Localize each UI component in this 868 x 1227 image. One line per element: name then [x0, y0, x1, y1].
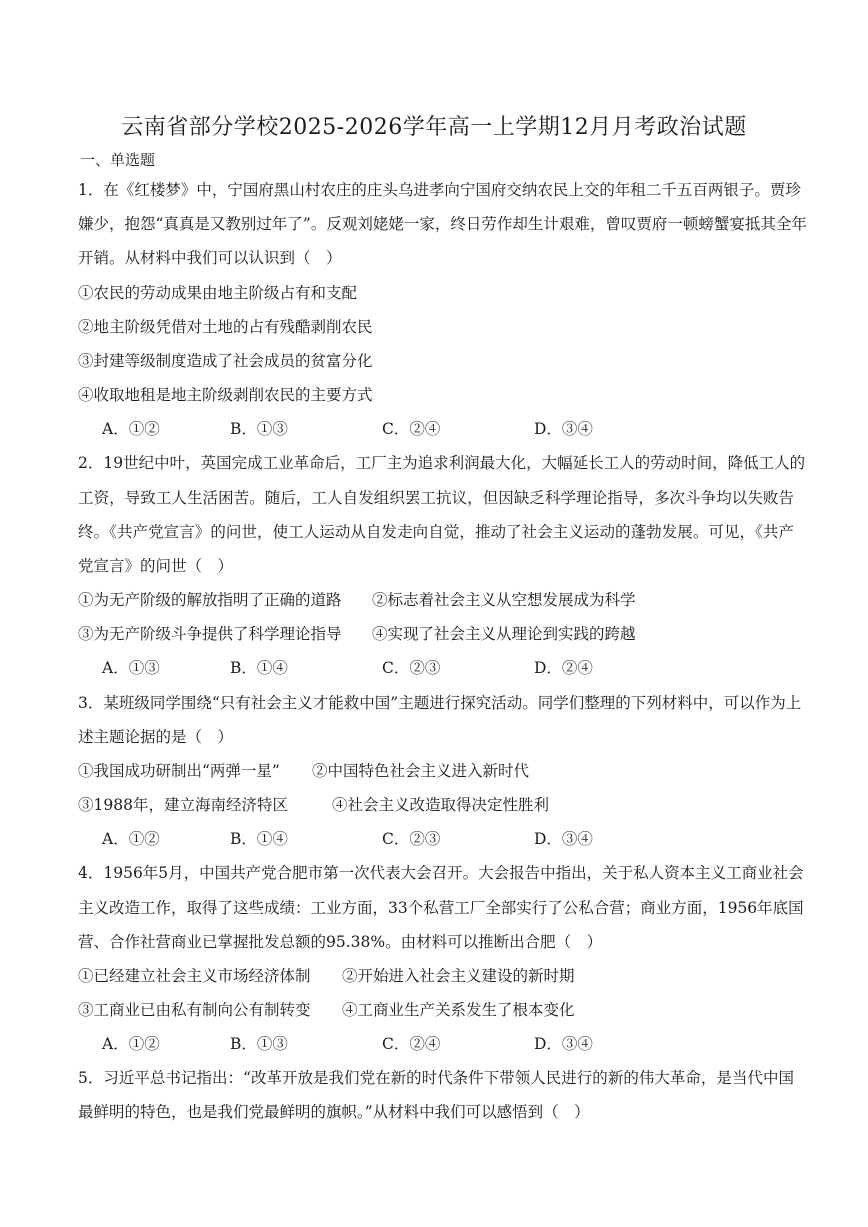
- q1-stem-line: 嫌少，抱怨“真真是又教别过年了”。反观刘姥姥一家，终日劳作却生计艰难，曾叹贾府一顿螃蟹宴抵其全年: [78, 215, 807, 233]
- q5-stem-line: 最鲜明的特色，也是我们党最鲜明的旗帜。”从材料中我们可以感悟到（ ）: [78, 1103, 590, 1121]
- q4-statement: ②开始进入社会主义建设的新时期: [342, 967, 575, 985]
- q5-stem-line: 5．习近平总书记指出：“改革开放是我们党在新的时代条件下带领人民进行的新的伟大革命，是当代中国: [78, 1069, 794, 1087]
- q1-choice-b[interactable]: B．①③: [230, 420, 288, 438]
- q2-stem-line: 工资，导致工人生活困苦。随后，工人自发组织罢工抗议，但因缺乏科学理论指导，多次斗争均以失败告: [78, 489, 794, 507]
- q2-statement: ④实现了社会主义从理论到实践的跨越: [372, 625, 636, 643]
- q1-choice-a[interactable]: A．①②: [102, 420, 160, 438]
- q2-choice-b[interactable]: B．①④: [230, 659, 288, 677]
- q3-choice-c[interactable]: C．②③: [382, 830, 441, 848]
- q3-stem-line: 述主题论据的是（ ）: [78, 728, 234, 746]
- section-heading: 一、单选题: [80, 151, 156, 169]
- q4-stem-line: 营、合作社营商业已掌握批发总额的95.38%。由材料可以推断出合肥（ ）: [78, 933, 603, 951]
- q4-stem-line: 主义改造工作，取得了这些成绩：工业方面，33个私营工厂全部实行了公私合营；商业方面，1956年底国: [78, 899, 804, 917]
- q4-statement: ①已经建立社会主义市场经济体制: [78, 967, 311, 985]
- q2-statement: ②标志着社会主义从空想发展成为科学: [372, 591, 636, 609]
- q4-choice-b[interactable]: B．①③: [230, 1035, 288, 1053]
- q2-stem-line: 终。《共产党宣言》的问世，使工人运动从自发走向自觉，推动了社会主义运动的蓬勃发展。可见，《共产: [78, 523, 794, 541]
- q3-stem-line: 3．某班级同学围绕“只有社会主义才能救中国”主题进行探究活动。同学们整理的下列材料中，可以作为上: [78, 694, 802, 712]
- q4-statement: ③工商业已由私有制向公有制转变: [78, 1001, 311, 1019]
- exam-title: 云南省部分学校2025-2026学年高一上学期12月月考政治试题: [121, 115, 747, 140]
- q1-stem-line: 开销。从材料中我们可以认识到（ ）: [78, 249, 342, 267]
- q4-stem-line: 4．1956年5月，中国共产党合肥市第一次代表大会召开。大会报告中指出，关于私人资本主义工商业社会: [78, 864, 804, 882]
- q3-statement: ③1988年，建立海南经济特区: [78, 796, 288, 814]
- q3-choice-b[interactable]: B．①④: [230, 830, 288, 848]
- q4-choice-d[interactable]: D．③④: [534, 1035, 593, 1053]
- q4-choice-a[interactable]: A．①②: [102, 1035, 160, 1053]
- q2-choice-d[interactable]: D．②④: [534, 659, 593, 677]
- q2-stem-line: 2．19世纪中叶，英国完成工业革命后，工厂主为追求利润最大化，大幅延长工人的劳动时间，降低工人的: [78, 454, 806, 472]
- q2-statement: ①为无产阶级的解放指明了正确的道路: [78, 591, 342, 609]
- q1-choice-d[interactable]: D．③④: [534, 420, 593, 438]
- q1-statement: ①农民的劳动成果由地主阶级占有和支配: [78, 284, 358, 302]
- q4-choice-c[interactable]: C．②④: [382, 1035, 441, 1053]
- q4-statement: ④工商业生产关系发生了根本变化: [342, 1001, 575, 1019]
- q3-choice-a[interactable]: A．①②: [102, 830, 160, 848]
- q2-stem-line: 党宣言》的问世（ ）: [78, 557, 234, 575]
- q3-statement: ②中国特色社会主义进入新时代: [312, 762, 530, 780]
- q3-statement: ①我国成功研制出“两弹一星”: [78, 762, 280, 780]
- q1-statement: ②地主阶级凭借对土地的占有残酷剥削农民: [78, 318, 373, 336]
- q3-statement: ④社会主义改造取得决定性胜利: [332, 796, 550, 814]
- q1-choice-c[interactable]: C．②④: [382, 420, 441, 438]
- q1-stem-line: 1．在《红楼梦》中，宁国府黑山村农庄的庄头乌进孝向宁国府交纳农民上交的年租二千五百两银子。贾珍: [78, 181, 801, 199]
- q2-statement: ③为无产阶级斗争提供了科学理论指导: [78, 625, 342, 643]
- q3-choice-d[interactable]: D．③④: [534, 830, 593, 848]
- q1-statement: ③封建等级制度造成了社会成员的贫富分化: [78, 352, 373, 370]
- q1-statement: ④收取地租是地主阶级剥削农民的主要方式: [78, 386, 373, 404]
- q2-choice-a[interactable]: A．①③: [102, 659, 160, 677]
- q2-choice-c[interactable]: C．②③: [382, 659, 441, 677]
